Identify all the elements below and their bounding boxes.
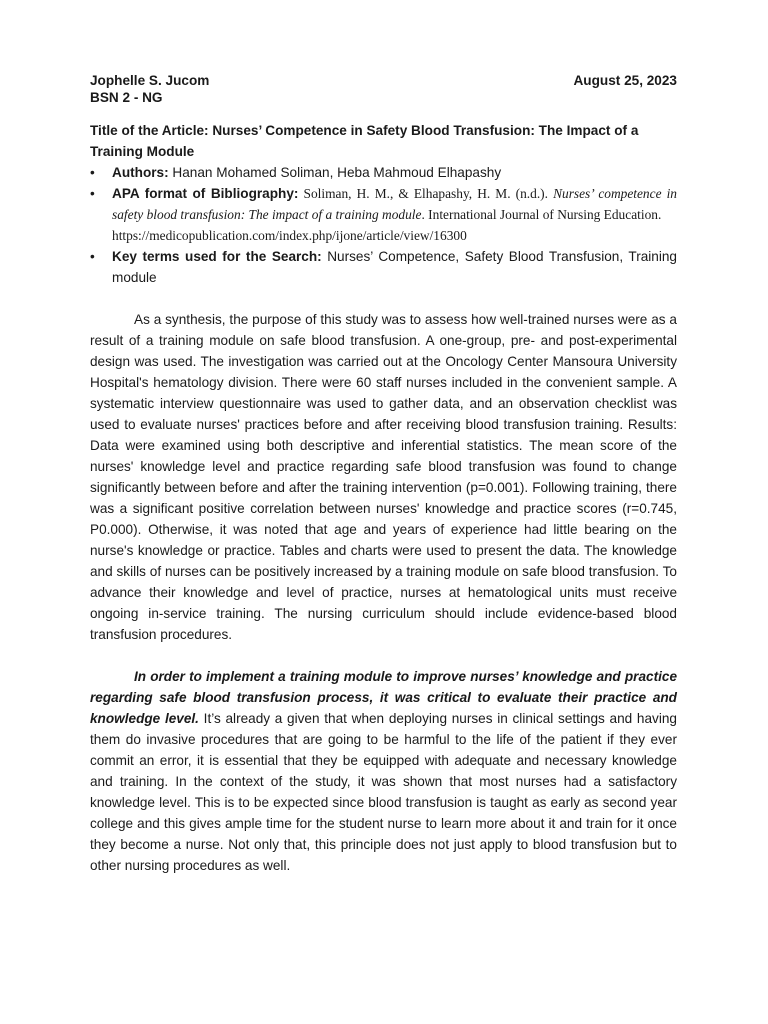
- article-title: Title of the Article: Nurses’ Competence in Safety Blood Transfusion: The Impact of a Training Module: [90, 123, 639, 159]
- keyterms-value: Nurses’ Competence, Safety Blood Transfusion, Training module: [112, 249, 677, 285]
- document-page: [90, 72, 677, 890]
- authors-value: Hanan Mohamed Soliman, Heba Mahmoud Elhapashy: [168, 165, 502, 180]
- bullet-icon: •: [90, 165, 95, 180]
- header-row: [90, 72, 677, 89]
- bullet-icon: •: [90, 186, 95, 201]
- authors-item: [90, 162, 677, 183]
- synthesis-paragraph: As a synthesis, the purpose of this study was to assess how well-trained nurses were as a result of a training module on safe blood transfusion. A one-group, pre- and post-experimental design was used. The investigation was carried out at the Oncology Center Mansoura University Hospital's hematology division. There were 60 staff nurses included in the convenient sample. A systematic interview questionnaire was used to gather data, and an observation checklist was used to evaluate nurses' practices before and after receiving blood transfusion training. Results: Data were examined using both descriptive and inferential statistics. The mean score of the nurses' knowledge level and practice regarding safe blood transfusion was found to change significantly between before and after the training intervention (p=0.001). Following training, there was a significant positive correlation between nurses' knowledge and practice scores (r=0.745, P0.000). Otherwise, it was noted that age and years of experience had little bearing on the nurse's knowledge or practice. Tables and charts were used to present the data. The knowledge and skills of nurses can be positively increased by a training module on safe blood transfusion. To advance their knowledge and level of practice, nurses at hematological units must receive ongoing in-service training. The nursing curriculum should include evidence-based blood transfusion procedures.: [90, 312, 677, 642]
- program-section: BSN 2 - NG: [90, 90, 163, 105]
- keyterms-item: [90, 246, 677, 288]
- keyterms-label: Key terms used for the Search:: [112, 249, 322, 264]
- apa-article-title: Nurses’ competence in safety blood transfusion: The impact of a training module: [112, 186, 678, 222]
- author-name: Jophelle S. Jucom: [90, 73, 210, 88]
- authors-label: Authors:: [112, 165, 169, 180]
- analysis-rest: It’s already a given that when deploying nurses in clinical settings and having them do invasive procedures that are going to be harmful to the life of the patient if they ever commit an error, it is essential that they be equipped with adequate and necessary knowledge and training. In the context of the study, it was shown that most nurses had a satisfactory knowledge level. This is to be expected since blood transfusion is taught as early as second year college and this gives ample time for the student nurse to learn more about it and train for it once they become a nurse. Not only that, this principle does not just apply to blood transfusion but to other nursing procedures as well.: [90, 711, 677, 873]
- analysis-emphasis: In order to implement a training module to improve nurses’ knowledge and practice regarding safe blood transfusion process, it was critical to evaluate their practice and knowledge level.: [90, 669, 677, 726]
- apa-suffix: . International Journal of Nursing Education.: [421, 207, 662, 222]
- submission-date: August 25, 2023: [573, 73, 677, 88]
- article-details-list: [90, 162, 677, 288]
- apa-item: [90, 183, 677, 246]
- apa-label: APA format of Bibliography:: [112, 186, 299, 201]
- bullet-icon: •: [90, 249, 95, 264]
- analysis-paragraph: [90, 666, 677, 876]
- apa-prefix: Soliman, H. M., & Elhapashy, H. M. (n.d.).: [298, 186, 554, 201]
- apa-url[interactable]: https://medicopublication.com/index.php/ijone/article/view/16300: [112, 228, 467, 243]
